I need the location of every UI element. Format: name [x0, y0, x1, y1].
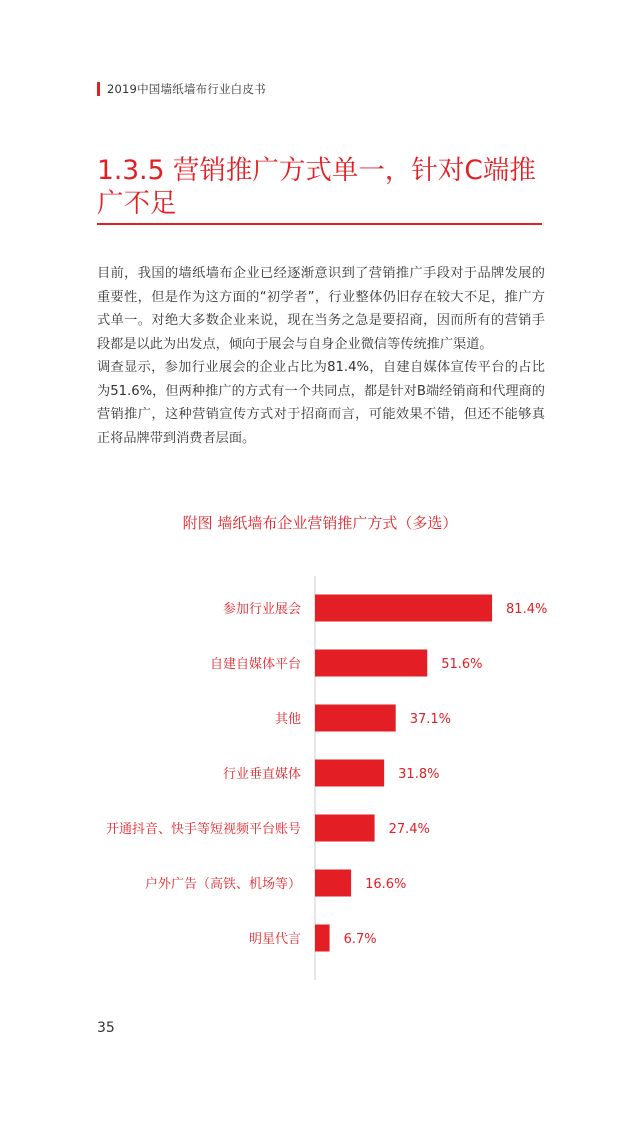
page-number: 35	[97, 1020, 115, 1036]
category-label: 户外广告（高铁、机场等）	[144, 877, 301, 892]
header-accent-bar	[97, 82, 100, 96]
title-underline	[97, 223, 542, 225]
body-text	[97, 262, 545, 450]
value-label: 27.4%	[388, 822, 430, 837]
value-label: 81.4%	[506, 602, 548, 617]
running-header	[97, 80, 266, 98]
chart-title: 附图 墙纸墙布企业营销推广方式（多选）	[182, 514, 458, 532]
section-title: 1.3.5 营销推广方式单一，针对C端推广不足	[97, 155, 536, 219]
bar-chart	[0, 570, 640, 990]
category-label: 参加行业展会	[222, 602, 301, 617]
bar	[315, 595, 492, 622]
body-paragraph-1: 目前，我国的墙纸墙布企业已经逐渐意识到了营销推广手段对于品牌发展的重要性，但是作为这方面的“初学者”，行业整体仍旧存在较大不足，推广方式单一。对绝大多数企业来说，现在当务之急是要招商，因而所有的营销手段都是以此为出发点，倾向于展会与自身企业微信等传统推广渠道。	[97, 266, 545, 352]
bar	[315, 650, 427, 677]
category-label: 其他	[274, 712, 301, 727]
bar	[315, 760, 384, 787]
header-text: 2019中国墙纸墙布行业白皮书	[107, 82, 266, 96]
bar	[315, 870, 351, 897]
bar	[315, 815, 375, 842]
body-paragraph-2: 调查显示，参加行业展会的企业占比为81.4%，自建自媒体宣传平台的占比为51.6%，但两种推广的方式有一个共同点，都是针对B端经销商和代理商的营销推广，这种营销宣传方式对于招商而言，可能效果不错，但还不能够真正将品牌带到消费者层面。	[97, 360, 545, 446]
value-label: 31.8%	[398, 767, 440, 782]
value-label: 16.6%	[365, 877, 407, 892]
bar	[315, 925, 330, 952]
category-label: 开通抖音、快手等短视频平台账号	[105, 822, 301, 837]
category-label: 明星代言	[248, 932, 301, 947]
value-label: 37.1%	[409, 712, 452, 727]
bar	[315, 705, 396, 732]
category-label: 行业垂直媒体	[222, 767, 301, 782]
category-label: 自建自媒体平台	[209, 657, 301, 672]
value-label: 51.6%	[441, 657, 483, 672]
value-label: 6.7%	[343, 932, 377, 947]
